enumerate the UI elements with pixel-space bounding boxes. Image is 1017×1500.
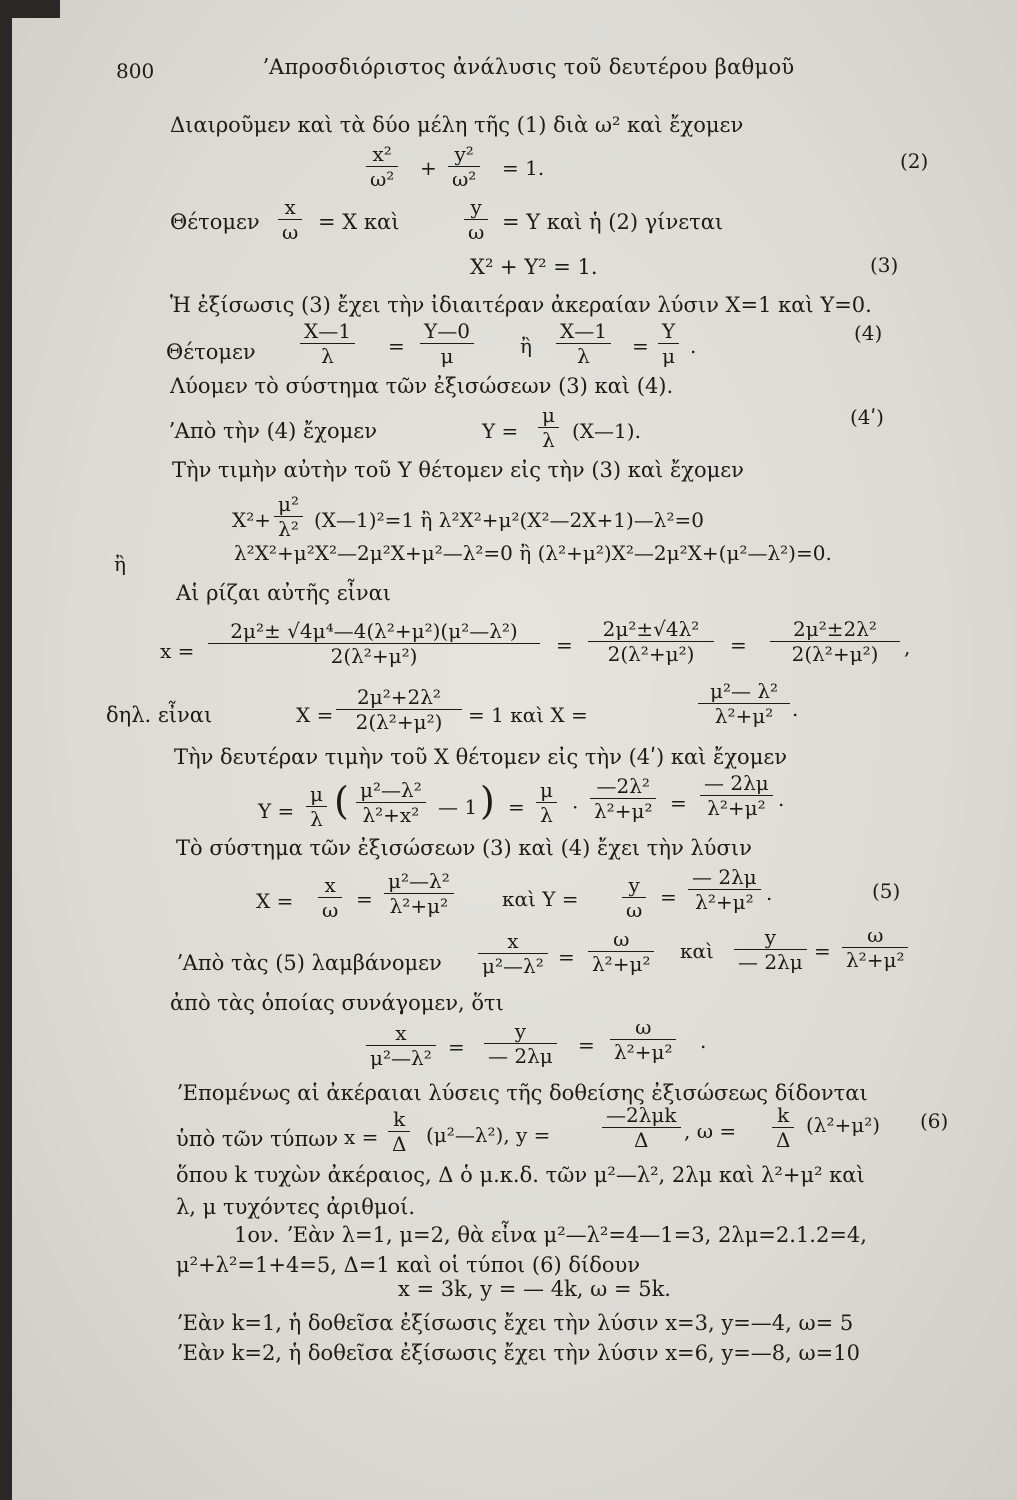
denominator: 2(λ²+μ²)	[607, 642, 695, 666]
fraction	[734, 926, 807, 973]
numerator: x²	[366, 143, 398, 167]
fraction	[772, 1104, 794, 1151]
fraction	[448, 143, 480, 190]
denominator: λ	[577, 344, 590, 368]
numerator: y²	[448, 143, 480, 167]
denominator: 2(λ²+μ²)	[355, 710, 443, 734]
math-text: .	[766, 881, 773, 905]
fraction	[306, 783, 327, 830]
denominator: — 2λμ	[488, 1044, 553, 1068]
numerator: y	[622, 874, 646, 898]
text-line: Λύομεν τὸ σύστημα τῶν ἐξισώσεων (3) καὶ (4).	[170, 374, 674, 398]
denominator: μ²—λ²	[482, 954, 544, 978]
fraction	[388, 1108, 410, 1155]
denominator: ω²	[452, 167, 477, 191]
page-corner	[0, 0, 60, 18]
math-text: , ω =	[684, 1119, 737, 1143]
numerator: x	[366, 1022, 436, 1046]
numerator: μ	[538, 404, 559, 428]
numerator: ω	[610, 1016, 676, 1040]
numerator: k	[388, 1108, 410, 1132]
text-line: Τὴν δευτέραν τιμὴν τοῦ X θέτομεν εἰς τὴν (4ʹ) καὶ ἔχομεν	[174, 745, 787, 769]
numerator: μ²	[274, 493, 303, 517]
fraction	[698, 680, 790, 727]
denominator: λ²+μ²	[714, 704, 774, 728]
math-text: ἢ	[520, 334, 532, 358]
fraction	[590, 775, 656, 822]
denominator: ω	[468, 220, 485, 244]
fraction	[556, 320, 611, 367]
denominator: λ²+μ²	[594, 799, 653, 823]
text-line: λ, μ τυχόντες ἀριθμοί.	[176, 1195, 416, 1219]
math-operator: +	[420, 156, 437, 180]
math-text: Y =	[258, 799, 295, 823]
numerator: Y	[658, 320, 679, 344]
page-edge	[0, 0, 12, 1500]
fraction	[208, 620, 540, 667]
numerator: X—1	[556, 320, 611, 344]
text-line: ʼΑπὸ τὰς (5) λαμβάνομεν	[176, 951, 442, 975]
text-line: ʼΑπὸ τὴν (4) ἔχομεν	[168, 419, 377, 443]
fraction	[464, 196, 488, 243]
numerator: —2λμk	[602, 1104, 681, 1128]
fraction	[420, 320, 474, 367]
math-operator: =	[448, 1035, 465, 1059]
math-text: λ²X²+μ²X²—2μ²X+μ²—λ²=0 ἢ (λ²+μ²)X²—2μ²X+(μ²—λ²)=0.	[234, 541, 832, 565]
equation-number: (4)	[854, 321, 883, 345]
fraction	[484, 1020, 557, 1067]
denominator: ω	[282, 220, 299, 244]
fraction	[278, 196, 302, 243]
fraction	[356, 779, 426, 826]
numerator: 2μ²±√4λ²	[588, 618, 714, 642]
text-line: ὅπου k τυχὼν ἀκέραιος, Δ ὁ μ.κ.δ. τῶν μ²—λ², 2λμ καὶ λ²+μ² καὶ	[176, 1163, 865, 1187]
math-text: ἢ	[114, 552, 126, 576]
math-text: = 1.	[502, 156, 545, 180]
denominator: Δ	[634, 1128, 649, 1152]
equation-number: (2)	[900, 149, 929, 173]
numerator: μ²—λ²	[384, 870, 454, 894]
denominator: λ	[540, 803, 553, 827]
math-text: .	[690, 334, 697, 358]
text-line: x = 3k, y = — 4k, ω = 5k.	[398, 1277, 671, 1301]
numerator: μ	[306, 783, 327, 807]
denominator: λ²	[278, 517, 299, 541]
math-text: καὶ Y =	[502, 887, 579, 911]
math-operator: =	[356, 887, 373, 911]
page-number: 800	[116, 59, 155, 83]
math-text: ,	[904, 635, 911, 659]
math-paren: )	[480, 779, 495, 823]
fraction	[622, 874, 646, 921]
math-paren: (	[334, 779, 349, 823]
math-text: .	[700, 1029, 707, 1053]
denominator: λ²+x²	[362, 803, 420, 827]
text-line: ὑπὸ τῶν τύπων	[176, 1127, 339, 1151]
denominator: — 2λμ	[738, 950, 803, 974]
numerator: y	[734, 926, 807, 950]
text-line: Διαιροῦμεν καὶ τὰ δύο μέλη τῆς (1) διὰ ω² καὶ ἔχομεν	[170, 113, 744, 137]
text-line: ἀπὸ τὰς ὁποίας συνάγομεν, ὅτι	[170, 991, 504, 1015]
numerator: μ	[536, 779, 557, 803]
fraction	[602, 1104, 681, 1151]
denominator: Δ	[776, 1128, 791, 1152]
math-operator: =	[660, 885, 677, 909]
math-operator: =	[556, 633, 573, 657]
math-text: X =	[296, 703, 334, 727]
numerator: ω	[588, 928, 654, 952]
equation-number: (3)	[870, 253, 899, 277]
denominator: λ²+μ²	[592, 952, 651, 976]
numerator: x	[318, 874, 342, 898]
math-text: (μ²—λ²), y =	[426, 1123, 551, 1147]
math-operator: =	[558, 945, 575, 969]
denominator: λ	[542, 428, 555, 452]
text-line: = X καὶ	[318, 210, 400, 234]
math-text: X² + Y² = 1.	[470, 255, 598, 279]
fraction	[536, 779, 557, 826]
numerator: μ²— λ²	[698, 680, 790, 704]
math-text: (X—1).	[572, 419, 641, 443]
text-line: 1ον. ʼΕὰν λ=1, μ=2, θὰ εἶνα μ²—λ²=4—1=3, 2λμ=2.1.2=4,	[234, 1223, 867, 1247]
text-line: Τὴν τιμὴν αὐτὴν τοῦ Y θέτομεν εἰς τὴν (3) καὶ ἔχομεν	[172, 458, 744, 482]
fraction	[588, 618, 714, 665]
math-text: .	[778, 787, 785, 811]
numerator: X—1	[300, 320, 355, 344]
math-operator: =	[730, 633, 747, 657]
numerator: — 2λμ	[700, 772, 773, 796]
numerator: 2μ²± √4μ⁴—4(λ²+μ²)(μ²—λ²)	[208, 620, 540, 644]
equation-number: (5)	[872, 879, 901, 903]
denominator: λ²+μ²	[846, 948, 905, 972]
math-operator: =	[388, 334, 405, 358]
math-text: = 1 καὶ X =	[468, 703, 588, 727]
math-operator: =	[578, 1033, 595, 1057]
denominator: λ	[310, 807, 323, 831]
math-operator: =	[814, 939, 831, 963]
equation-number: (6)	[920, 1109, 949, 1133]
numerator: y	[484, 1020, 557, 1044]
math-text: x =	[344, 1125, 379, 1149]
text-line: ʼΕὰν k=2, ἡ δοθεῖσα ἐξίσωσις ἔχει τὴν λύσιν x=6, y=—8, ω=10	[176, 1341, 860, 1365]
denominator: λ²+μ²	[614, 1040, 673, 1064]
text-line: δηλ. εἶναι	[106, 703, 213, 727]
denominator: λ	[321, 344, 334, 368]
numerator: y	[464, 196, 488, 220]
fraction	[610, 1016, 676, 1063]
denominator: 2(λ²+μ²)	[791, 642, 879, 666]
text-line: Θέτομεν	[166, 340, 256, 364]
numerator: x	[478, 930, 548, 954]
math-text: x =	[160, 639, 195, 663]
math-text: Y =	[482, 419, 519, 443]
numerator: — 2λμ	[688, 866, 761, 890]
math-operator: =	[670, 791, 687, 815]
fraction	[384, 870, 454, 917]
math-operator: ·	[572, 795, 579, 819]
numerator: x	[278, 196, 302, 220]
math-text: .	[792, 697, 799, 721]
numerator: k	[772, 1104, 794, 1128]
denominator: ω²	[370, 167, 395, 191]
math-text: — 1	[438, 795, 478, 819]
numerator: ω	[842, 924, 908, 948]
math-text: (λ²+μ²)	[806, 1113, 881, 1137]
fraction	[274, 493, 303, 540]
fraction	[688, 866, 761, 913]
text-line: Τὸ σύστημα τῶν ἐξισώσεων (3) καὶ (4) ἔχει τὴν λύσιν	[176, 836, 752, 860]
numerator: 2μ²+2λ²	[336, 686, 462, 710]
denominator: Δ	[392, 1132, 407, 1156]
fraction	[366, 1022, 436, 1069]
denominator: λ²+μ²	[389, 894, 449, 918]
fraction	[842, 924, 908, 971]
denominator: λ²+μ²	[695, 890, 754, 914]
fraction	[336, 686, 462, 733]
math-operator: =	[632, 334, 649, 358]
fraction	[770, 618, 900, 665]
fraction	[366, 143, 398, 190]
text-line: Αἱ ρίζαι αὐτῆς εἶναι	[176, 581, 392, 605]
math-text: (X—1)²=1 ἢ λ²X²+μ²(X²—2X+1)—λ²=0	[314, 508, 704, 532]
fraction	[588, 928, 654, 975]
math-text: καὶ	[680, 939, 714, 963]
text-line: Θέτομεν	[170, 210, 260, 234]
fraction	[700, 772, 773, 819]
fraction	[478, 930, 548, 977]
running-title: ʼΑπροσδιόριστος ἀνάλυσις τοῦ δευτέρου βαθμοῦ	[262, 55, 795, 79]
denominator: λ²+μ²	[707, 796, 766, 820]
math-text: X =	[256, 889, 294, 913]
fraction	[538, 404, 559, 451]
fraction	[300, 320, 355, 367]
text-line: Ἡ ἐξίσωσις (3) ἔχει τὴν ἰδιαιτέραν ἀκεραίαν λύσιν X=1 καὶ Y=0.	[170, 293, 872, 317]
math-text: X²+	[232, 508, 272, 532]
fraction	[318, 874, 342, 921]
denominator: μ²—λ²	[370, 1046, 432, 1070]
equation-number: (4ʹ)	[850, 405, 884, 429]
numerator: Y—0	[420, 320, 474, 344]
numerator: μ²—λ²	[356, 779, 426, 803]
numerator: 2μ²±2λ²	[770, 618, 900, 642]
denominator: ω	[322, 898, 339, 922]
numerator: —2λ²	[590, 775, 656, 799]
denominator: ω	[626, 898, 643, 922]
text-line: ʼΕπομένως αἱ ἀκέραιαι λύσεις τῆς δοθείσης ἐξισώσεως δίδονται	[176, 1081, 868, 1105]
text-line: ʼΕὰν k=1, ἡ δοθεῖσα ἐξίσωσις ἔχει τὴν λύσιν x=3, y=—4, ω= 5	[176, 1311, 854, 1335]
math-operator: =	[508, 795, 525, 819]
fraction	[658, 320, 679, 367]
denominator: μ	[662, 344, 676, 368]
denominator: 2(λ²+μ²)	[330, 644, 418, 668]
text-line: μ²+λ²=1+4=5, Δ=1 καὶ οἱ τύποι (6) δίδουν	[176, 1253, 641, 1277]
text-line: = Y καὶ ἡ (2) γίνεται	[502, 210, 724, 234]
denominator: μ	[440, 344, 454, 368]
